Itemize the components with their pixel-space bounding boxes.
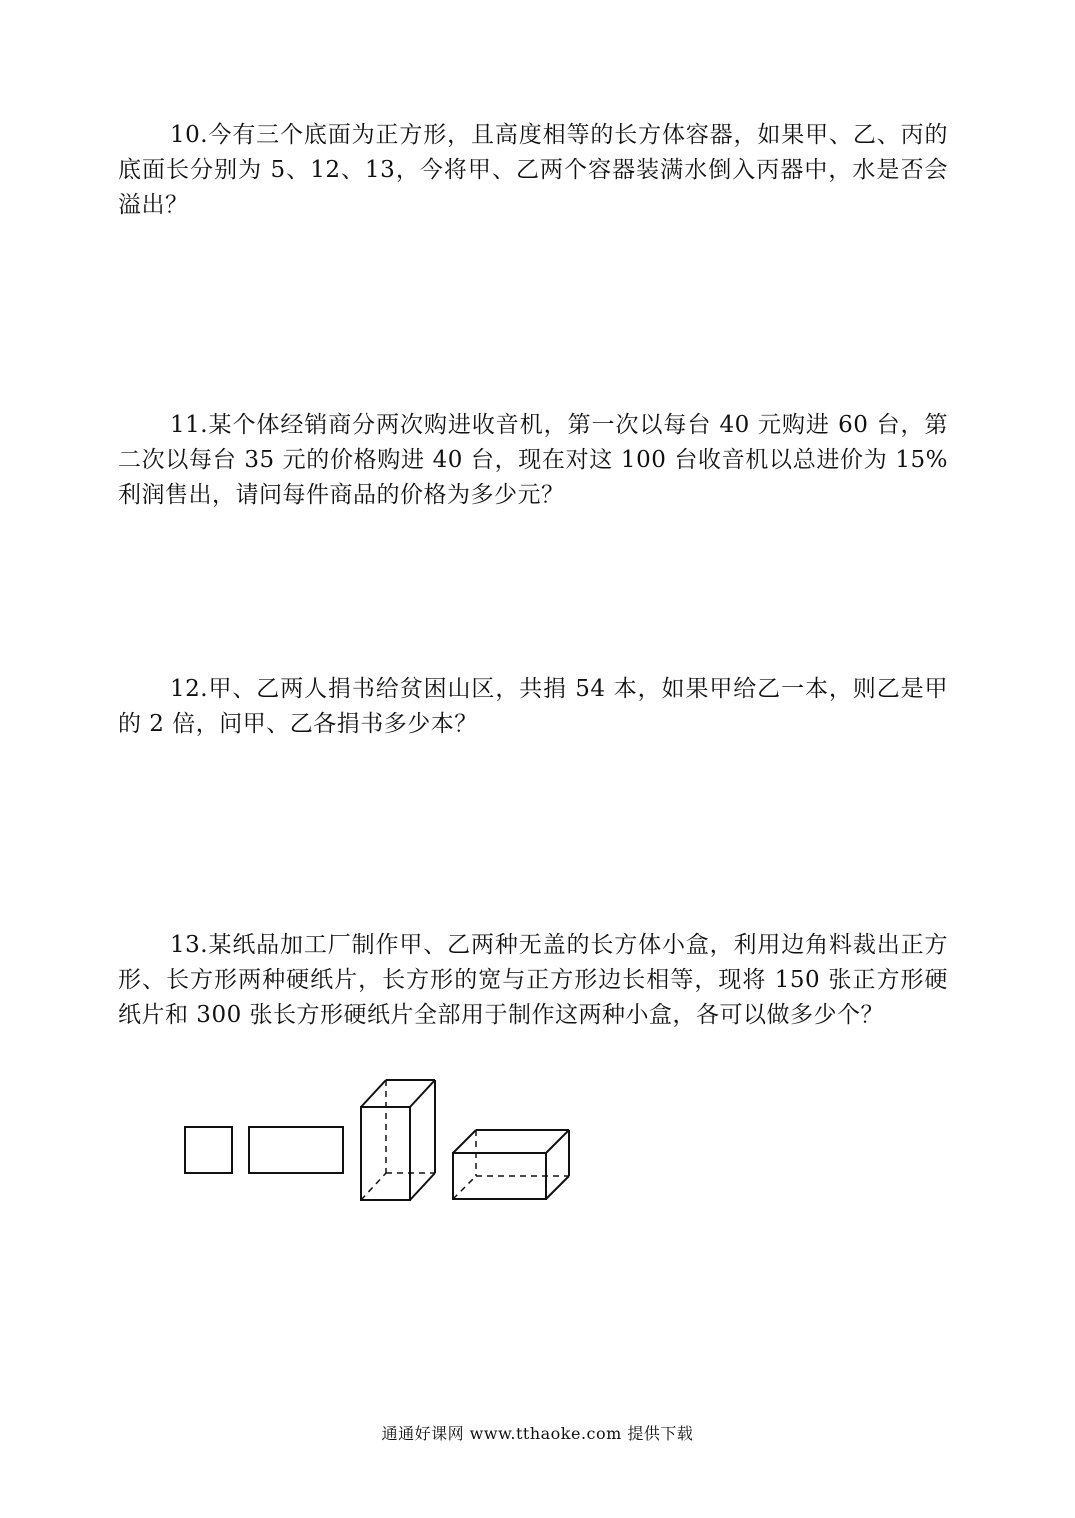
question-11: 11.某个体经销商分两次购进收音机，第一次以每台 40 元购进 60 台，第二次以每台 35 元的价格购进 40 台，现在对这 100 台收音机以总进价为 15%利润售出，请问每件商品的价格为多少元？ (118, 412, 948, 508)
tall-box-shape (361, 1080, 435, 1200)
page-footer: 通通好课网 www.tthaoke.com 提供下载 (381, 1424, 694, 1443)
question-13: 13.某纸品加工厂制作甲、乙两种无盖的长方体小盒，利用边角料裁出正方形、长方形两种硬纸片，长方形的宽与正方形边长相等，现将 150 张正方形硬纸片和 300 张长方形硬纸片全部用于制作这两种小盒，各可以做多少个？ (118, 932, 948, 1028)
square-card-shape (185, 1127, 232, 1173)
question-10: 10.今有三个底面为正方形，且高度相等的长方体容器，如果甲、乙、丙的底面长分别为 5、12、13，今将甲、乙两个容器装满水倒入丙器中，水是否会溢出？ (118, 122, 948, 218)
question-12: 12.甲、乙两人捐书给贫困山区，共捐 54 本，如果甲给乙一本，则乙是甲的 2 倍，问甲、乙各捐书多少本？ (118, 676, 948, 737)
rectangle-card-shape (249, 1127, 343, 1173)
wide-box-shape (453, 1130, 569, 1199)
